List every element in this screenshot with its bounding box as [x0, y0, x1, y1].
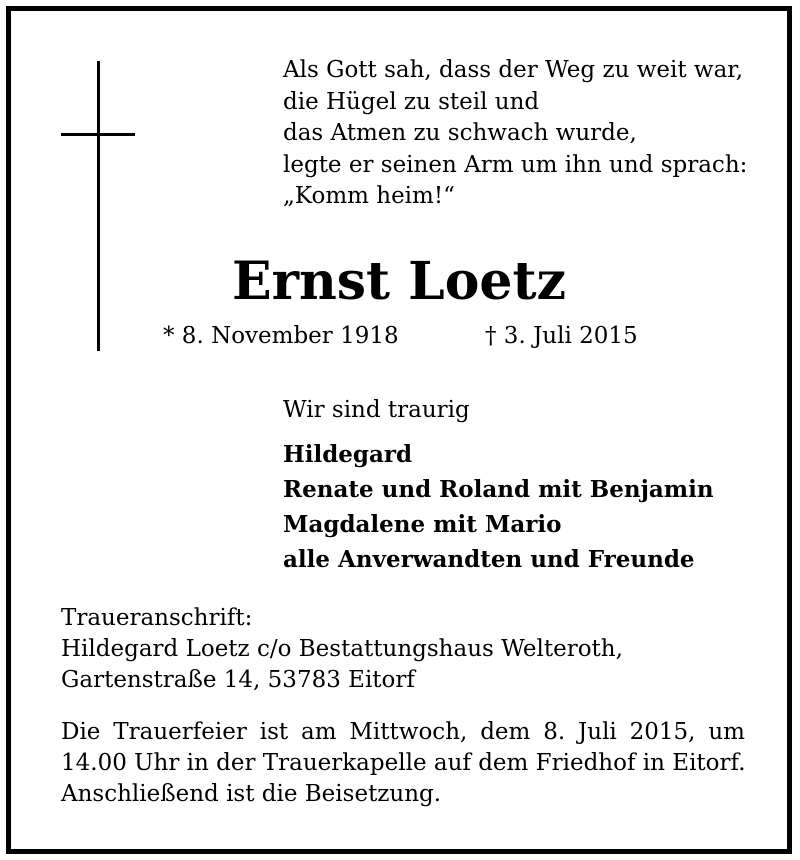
address-label: Traueranschrift:: [61, 605, 253, 631]
mourner-name: alle Anverwandten und Freunde: [283, 546, 695, 573]
cross-horizontal-bar: [61, 133, 135, 136]
mourning-address: [61, 603, 623, 696]
service-line: Die Trauerfeier ist am Mittwoch, dem 8. Juli 2015, um: [61, 719, 745, 745]
poem-line: Als Gott sah, dass der Weg zu weit war,: [283, 57, 744, 83]
deceased-name: Ernst Loetz: [231, 251, 567, 312]
poem-line: die Hügel zu steil und: [283, 88, 540, 115]
service-line: Anschließend ist die Beisetzung.: [61, 781, 442, 807]
poem: [283, 55, 747, 213]
address-line: Gartenstraße 14, 53783 Eitorf: [61, 667, 415, 693]
mourners-intro: Wir sind traurig: [283, 397, 470, 423]
birth-date: * 8. November 1918: [163, 323, 399, 349]
mourner-name: Hildegard: [283, 441, 413, 468]
poem-line: legte er seinen Arm um ihn und sprach:: [283, 151, 748, 178]
address-line: Hildegard Loetz c/o Bestattungshaus Welteroth,: [61, 636, 623, 662]
mourners-list: [283, 437, 714, 577]
poem-line: „Komm heim!“: [283, 183, 455, 209]
mourner-name: Magdalene mit Mario: [283, 511, 562, 538]
funeral-service-info: [61, 717, 745, 810]
death-date: † 3. Juli 2015: [485, 323, 638, 349]
mourner-name: Renate und Roland mit Benjamin: [283, 476, 714, 503]
service-line: 14.00 Uhr in der Trauerkapelle auf dem Friedhof in Eitorf.: [61, 750, 746, 776]
obituary-notice: [6, 6, 792, 854]
poem-line: das Atmen zu schwach wurde,: [283, 120, 637, 146]
